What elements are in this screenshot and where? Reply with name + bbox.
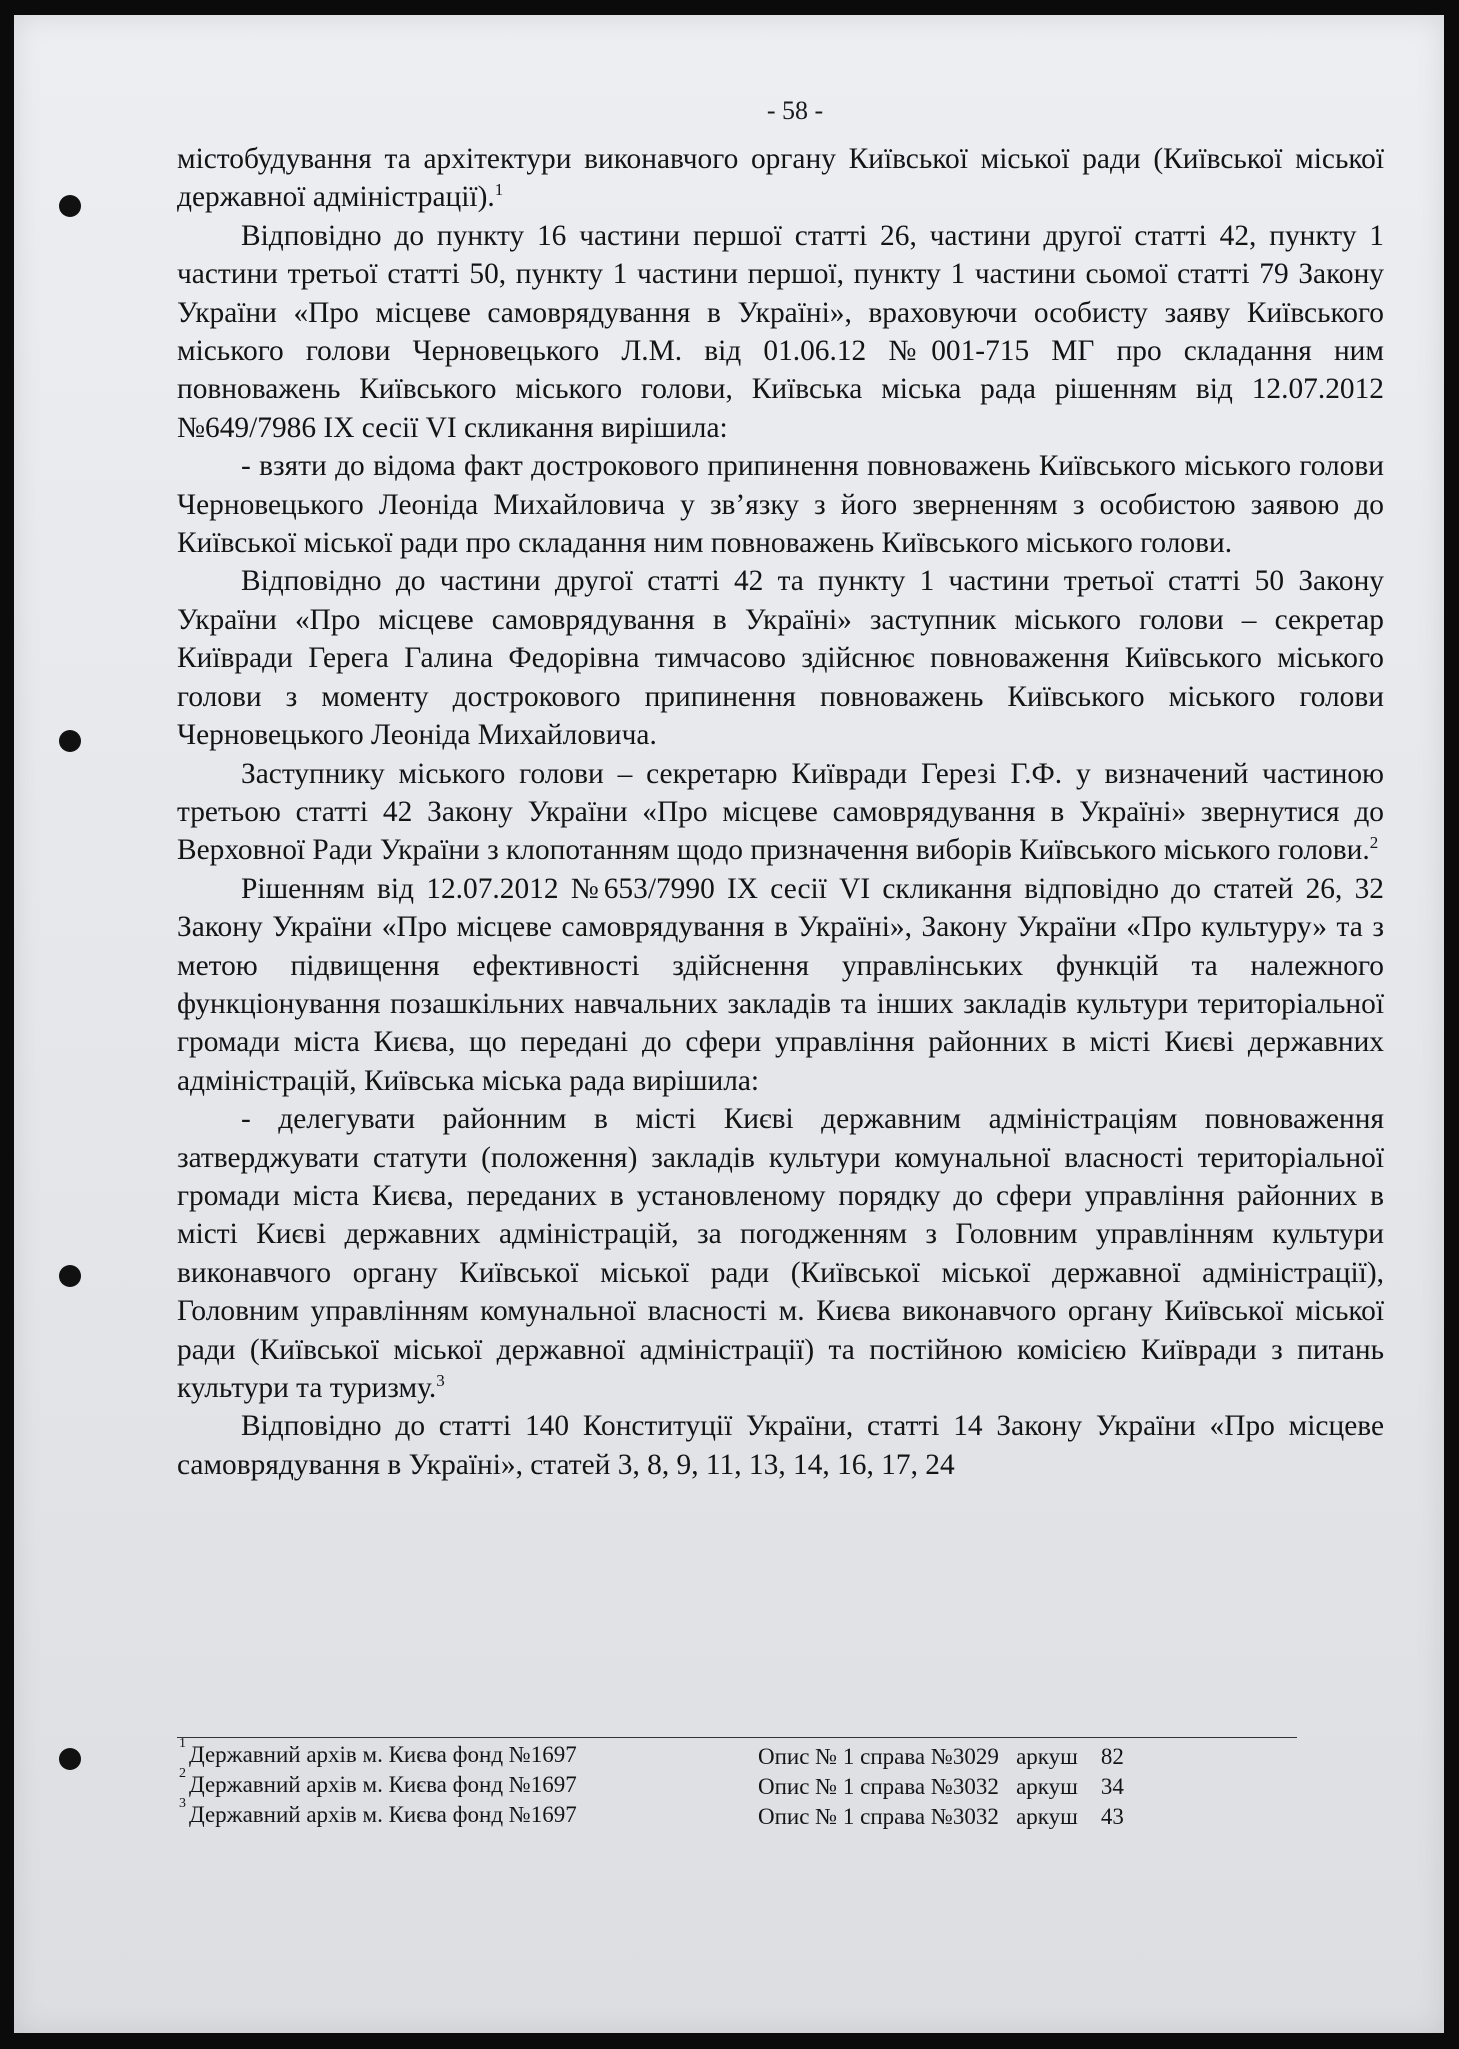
document-body [177,140,1384,1484]
footnote-source: Державний архів м. Києва фонд №1697 [189,1802,577,1827]
footnote-ref: 2 [1369,833,1379,853]
footnote-number: 1 [179,1736,186,1751]
paragraph-text: Заступнику міського голови – секретарю Київради Герезі Г.Ф. у визначений частиною третьою статті 42 Закону України «Про місцеве самоврядування в Україні» звернутися до Верховної Ради України з клопотанням щодо призначення виборів Київського міського голови. [177,757,1384,867]
paragraph [177,217,1384,447]
footnote-inventory: Опис № 1 справа №3029 аркуш 82 [758,1744,1124,1769]
paragraph [177,140,1384,217]
footnote-number: 3 [179,1796,186,1811]
punch-hole [59,1748,81,1770]
punch-hole [59,730,81,752]
punch-hole [59,1265,81,1287]
footnote-inventory: Опис № 1 справа №3032 аркуш 34 [758,1774,1124,1799]
footnote-source: Державний архів м. Києва фонд №1697 [189,1772,577,1797]
paragraph [177,1407,1384,1484]
paragraph-text: Відповідно до статті 140 Конституції України, статті 14 Закону України «Про місцеве самоврядування в Україні», статей 3, 8, 9, 11, 13, 14, 16, 17, 24 [177,1410,1384,1481]
paragraph-text: містобудування та архітектури виконавчого органу Київської міської ради (Київської міської державної адміністрації). [177,143,1384,214]
footnote-ref: 3 [436,1371,445,1391]
paragraph-text: Відповідно до пункту 16 частини першої статті 26, частини другої статті 42, пункту 1 частини третьої статті 50, пункту 1 частини першої, пункту 1 частини сьомої статті 79 Закону України «Про місцеве самоврядування в Україні», враховуючи особисту заяву Київського міського голови Черновецького Л.М. від 01.06.12 №001-715 МГ про складання ним повноважень Київського міського голови, Київська міська рада рішенням від 12.07.2012 №649/7986 IX сесії VI скликання вирішила: [177,219,1384,444]
page-number: - 58 - [766,96,824,125]
footnote-inventory: Опис № 1 справа №3032 аркуш 43 [758,1804,1124,1829]
paragraph [177,562,1384,754]
footnote-source: Державний архів м. Києва фонд №1697 [189,1742,577,1767]
paragraph [177,755,1384,870]
footnote-divider [177,1737,1297,1738]
footnotes [177,1736,1277,1832]
footnote-number: 2 [179,1766,186,1781]
paragraph-text: Відповідно до частини другої статті 42 та пункту 1 частини третьої статті 50 Закону України «Про місцеве самоврядування в Україні» заступник міського голови – секретар Київради Герега Галина Федорівна тимчасово здійснює повноваження Київського міського голови з моменту дострокового припинення повноважень Київського міського голови Черновецького Леоніда Михайловича. [177,565,1384,752]
footnote [177,1796,1277,1832]
paragraph-text: - взяти до відома факт дострокового припинення повноважень Київського міського голови Черновецького Леоніда Михайловича у зв’язку з його зверненням з особистою заявою до Київської міської ради про складання ним повноважень Київського міського голови. [177,450,1384,560]
list-item [177,1100,1384,1407]
paragraph-text: - делегувати районним в місті Києві державним адміністраціям повноваження затверджувати статути (положення) закладів культури комунальної власності територіальної громади міста Києва, переданих в установленому порядку до сфери управління районних в місті Києві державних адміністрацій, за погодженням з Головним управлінням культури виконавчого органу Київської міської ради (Київської міської державної адміністрації), Головним управлінням комунальної власності м. Києва виконавчого органу Київської міської ради (Київської міської державної адміністрації) та постійною комісією Київради з питань культури та туризму. [177,1103,1384,1404]
footnote [177,1736,1277,1772]
footnote [177,1766,1277,1802]
list-item [177,447,1384,562]
paragraph [177,870,1384,1100]
paragraph-text: Рішенням від 12.07.2012 №653/7990 IX сесії VI скликання відповідно до статей 26, 32 Закону України «Про місцеве самоврядування в Україні», Закону України «Про культуру» та з метою підвищення ефективності здійснення управлінських функцій та належного функціонування позашкільних навчальних закладів та інших закладів культури територіальної громади міста Києва, що передані до сфери управління районних в місті Києві державних адміністрацій, Київська міська рада вирішила: [177,872,1384,1097]
footnote-ref: 1 [494,180,504,200]
punch-hole [59,195,81,217]
